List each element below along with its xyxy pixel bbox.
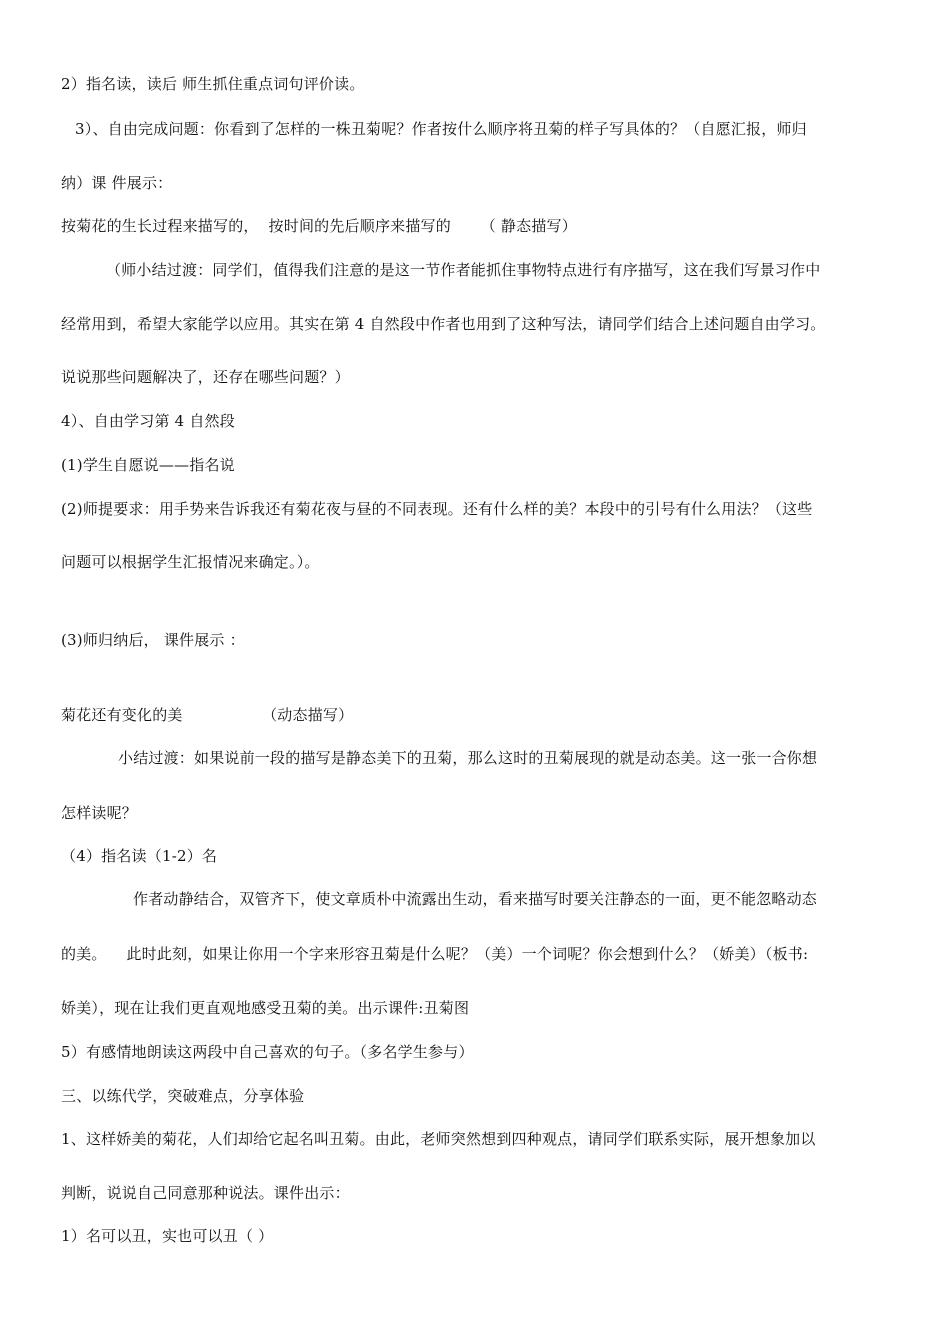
text-line-14: 小结过渡：如果说前一段的描写是静态美下的丑菊，那么这时的丑菊展现的就是动态美。这一张一合你想: [118, 749, 818, 767]
text-line-15: 怎样读呢？: [61, 804, 138, 822]
text-line-18: 的美。 此时此刻，如果让你用一个字来形容丑菊是什么呢？（美）一个词呢？你会想到什么？（娇美）（板书:: [61, 945, 809, 963]
text-line-1: 2）指名读，读后 师生抓住重点词句评价读。: [61, 75, 365, 93]
text-line-16: （4）指名读（1-2）名: [61, 847, 218, 865]
text-line-2: 3）、自由完成问题：你看到了怎样的一株丑菊呢？作者按什么顺序将丑菊的样子写具体的？（自愿汇报，师归: [75, 120, 807, 138]
text-line-20: 5）有感情地朗读这两段中自己喜欢的句子。（多名学生参与）: [61, 1043, 474, 1061]
text-line-12: (3)师归纳后， 课件展示 ：: [61, 631, 245, 649]
text-line-5: （师小结过渡：同学们，值得我们注意的是这一节作者能抓住事物特点进行有序描写，这在我们写景习作中: [106, 261, 821, 279]
text-line-17: 作者动静结合，双管齐下，使文章质朴中流露出生动，看来描写时要关注静态的一面，更不能忽略动态: [133, 890, 818, 908]
text-line-11: 问题可以根据学生汇报情况来确定。）。: [61, 553, 320, 571]
text-line-19: 娇美），现在让我们更直观地感受丑菊的美。出示课件:丑菊图: [61, 999, 470, 1017]
text-line-9: (1)学生自愿说——指名说: [61, 456, 235, 474]
text-line-4: 按菊花的生长过程来描写的， 按时间的先后顺序来描写的 （ 静态描写）: [61, 217, 577, 235]
text-line-8: 4）、自由学习第 4 自然段: [61, 412, 235, 430]
text-line-10: (2)师提要求：用手势来告诉我还有菊花夜与昼的不同表现。还有什么样的美？本段中的引号有什么用法？（这些: [61, 500, 813, 518]
text-line-24: 1）名可以丑，实也可以丑（ ）: [61, 1227, 274, 1245]
text-line-22: 1、这样娇美的菊花，人们却给它起名叫丑菊。由此，老师突然想到四种观点，请同学们联系实际，展开想象加以: [61, 1130, 816, 1148]
text-line-23: 判断，说说自己同意那种说法。课件出示：: [61, 1184, 350, 1202]
text-line-7: 说说那些问题解决了，还存在哪些问题？）: [61, 368, 350, 386]
text-line-6: 经常用到，希望大家能学以应用。其实在第 4 自然段中作者也用到了这种写法，请同学们结合上述问题自由学习。: [61, 315, 826, 333]
text-line-13: 菊花还有变化的美 （动态描写）: [61, 706, 354, 724]
text-line-3: 纳）课 件展示：: [61, 174, 173, 192]
text-line-21: 三、以练代学，突破难点，分享体验: [61, 1087, 305, 1105]
